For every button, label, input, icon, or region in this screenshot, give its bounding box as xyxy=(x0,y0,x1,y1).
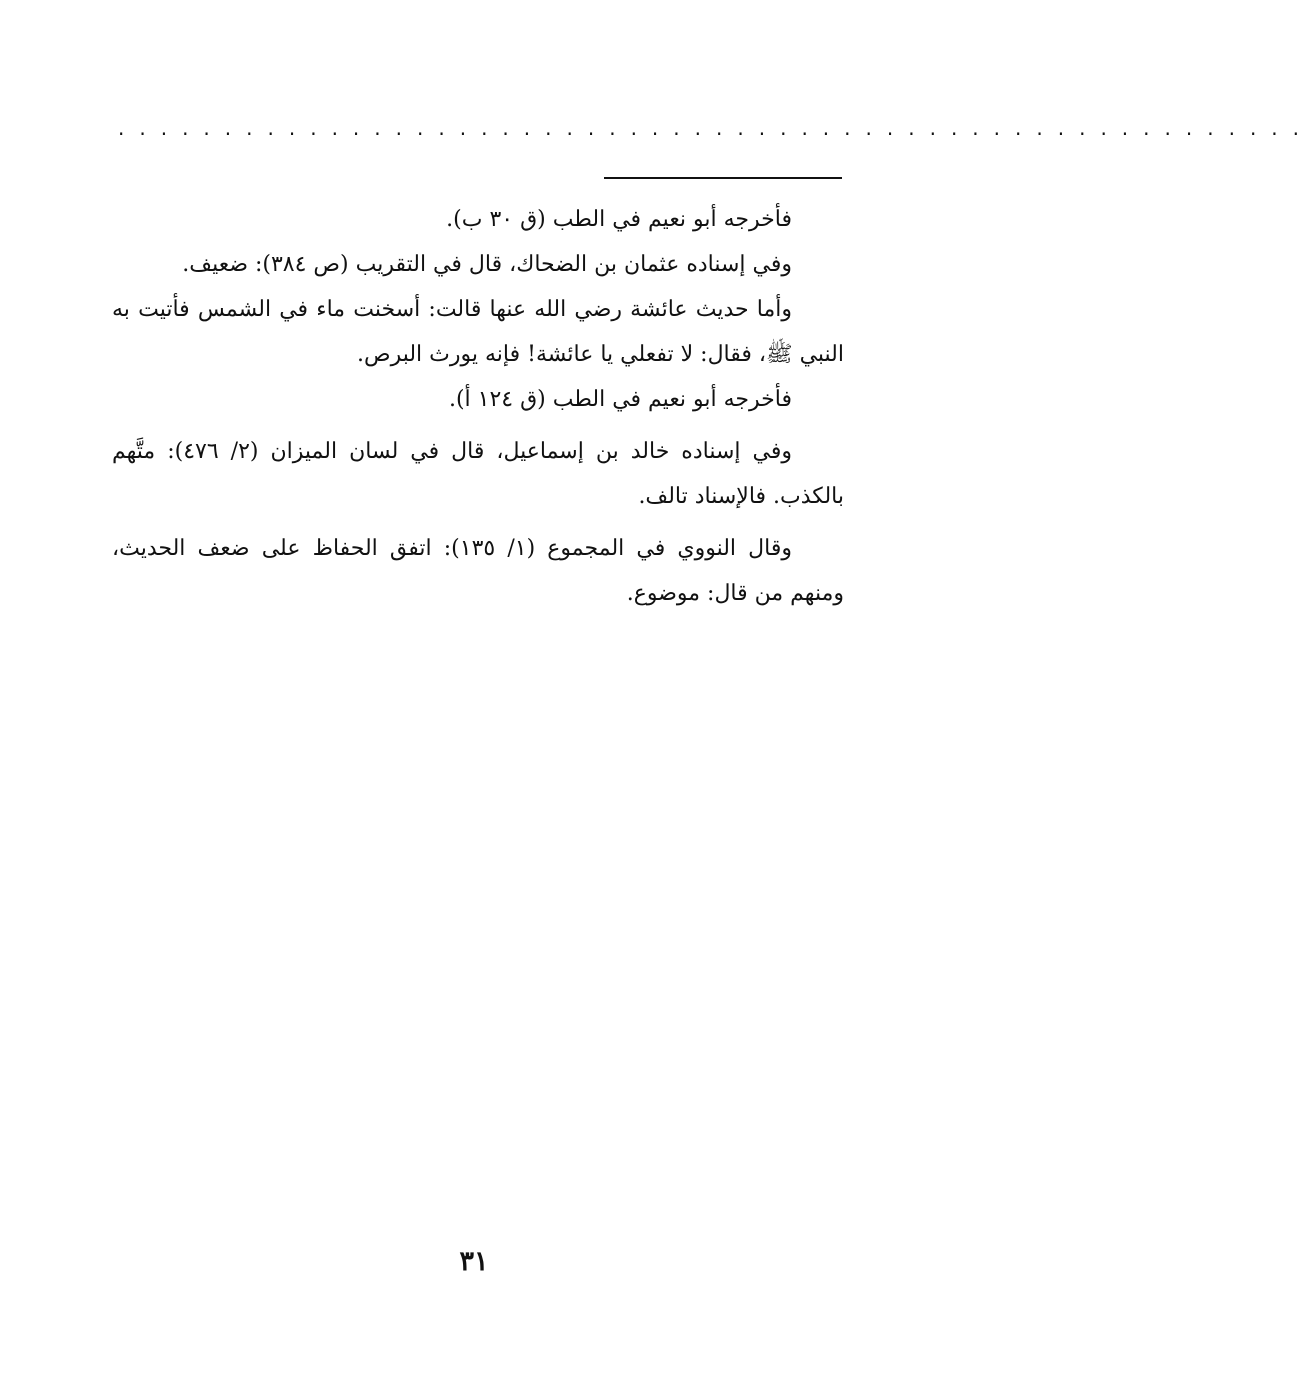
footnote-body xyxy=(112,197,844,616)
paragraph-6: وقال النووي في المجموع (١/ ١٣٥): اتفق الحفاظ على ضعف الحديث، ومنهم من قال: موضوع. xyxy=(112,536,844,606)
paragraph-1: فأخرجه أبو نعيم في الطب (ق ٣٠ ب). xyxy=(446,207,792,232)
paragraph-4: فأخرجه أبو نعيم في الطب (ق ١٢٤ أ). xyxy=(448,387,792,412)
paragraph-2: وفي إسناده عثمان بن الضحاك، قال في التقريب (ص ٣٨٤): ضعيف. xyxy=(182,252,792,277)
page-number: ٣١ xyxy=(459,1246,489,1277)
paragraph-3: وأما حديث عائشة رضي الله عنها قالت: أسخنت ماء في الشمس فأتيت به النبي ﷺ، فقال: لا تفعلي يا عائشة! فإنه يورث البرص. xyxy=(112,297,844,367)
dotted-separator: ........................................................ xyxy=(118,116,1314,140)
footnote-rule xyxy=(604,177,842,179)
paragraph-5: وفي إسناده خالد بن إسماعيل، قال في لسان الميزان (٢/ ٤٧٦): متَّهم بالكذب. فالإسناد تالف. xyxy=(112,439,844,509)
